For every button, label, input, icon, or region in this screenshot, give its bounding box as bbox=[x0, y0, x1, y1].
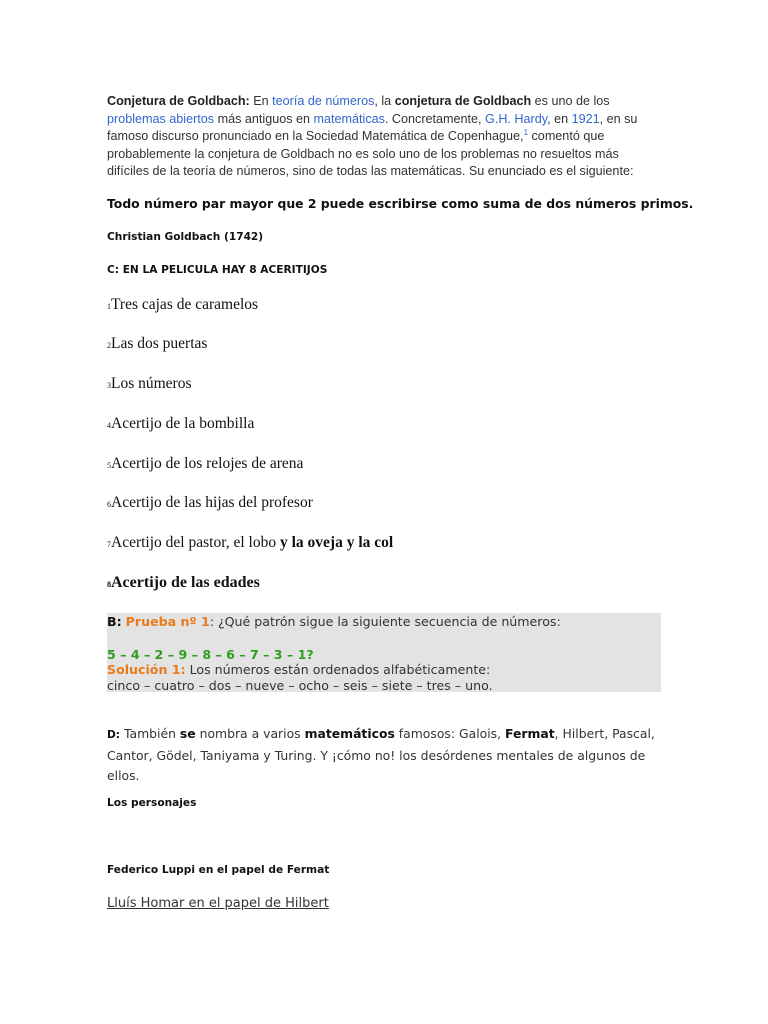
link-teoria-de-numeros[interactable]: teoría de números bbox=[272, 94, 375, 108]
intro-text: es uno de los bbox=[531, 94, 610, 108]
riddle-item bbox=[107, 455, 303, 473]
link-problemas-abiertos[interactable]: problemas abiertos bbox=[107, 111, 215, 126]
riddle-text: Acertijo de la bombilla bbox=[111, 415, 255, 432]
riddle-item bbox=[107, 494, 313, 512]
link-1921[interactable]: 1921 bbox=[571, 111, 600, 126]
riddle-item bbox=[107, 296, 258, 314]
paragraph-text: También bbox=[120, 726, 180, 741]
riddle-item bbox=[107, 534, 393, 552]
intro-text: , la bbox=[374, 94, 395, 108]
riddle-text: Acertijo de las edades bbox=[111, 574, 260, 591]
section-prefix: D: bbox=[107, 729, 121, 741]
paragraph-text: , Hilbert, Pascal, Cantor, Gödel, Taniyama y Turing. Y ¡cómo no! los desórdenes mentales de algunos de ellos. bbox=[107, 726, 655, 783]
author-line: Christian Goldbach (1742) bbox=[107, 231, 264, 243]
riddle-number: 7 bbox=[107, 540, 111, 549]
prueba-box bbox=[107, 613, 661, 692]
intro-text: más antiguos en bbox=[214, 111, 314, 126]
riddle-text-bold: y la oveja y la col bbox=[279, 534, 394, 551]
intro-text: . Concretamente, bbox=[384, 111, 486, 126]
cast-federico-luppi: Federico Luppi en el papel de Fermat bbox=[107, 864, 330, 876]
prueba-question: : ¿Qué patrón sigue la siguiente secuencia de números: bbox=[209, 614, 561, 629]
intro-heading: Conjetura de Goldbach: bbox=[107, 94, 250, 108]
characters-heading: Los personajes bbox=[107, 797, 197, 809]
riddle-text: Las dos puertas bbox=[111, 335, 208, 352]
riddle-item bbox=[107, 375, 192, 393]
riddle-number: 2 bbox=[107, 341, 111, 350]
riddles-title: C: EN LA PELICULA HAY 8 ACERITIJOS bbox=[107, 264, 328, 276]
paragraph-bold: matemáticos bbox=[304, 726, 395, 741]
prueba-line bbox=[107, 614, 561, 629]
riddle-number: 3 bbox=[107, 381, 111, 390]
link-hardy[interactable]: G.H. Hardy bbox=[485, 111, 548, 126]
footnote-ref[interactable]: 1 bbox=[523, 128, 529, 137]
riddle-text: Tres cajas de caramelos bbox=[111, 296, 259, 313]
intro-text: comentó que probablemente la conjetura de Goldbach no es solo uno de los problemas no resueltos más difíciles de la teoría de números, sino de todas las matemáticas. Su enunciado es el siguiente: bbox=[107, 129, 634, 179]
riddle-number: 8 bbox=[107, 580, 111, 589]
paragraph-bold: Fermat bbox=[505, 726, 555, 741]
paragraph-text: nombra a varios bbox=[195, 726, 305, 741]
goldbach-statement: Todo número par mayor que 2 puede escribirse como suma de dos números primos. bbox=[107, 196, 694, 211]
goldbach-intro-paragraph bbox=[107, 93, 659, 181]
riddle-number: 6 bbox=[107, 500, 111, 509]
riddle-number: 5 bbox=[107, 461, 111, 470]
riddle-item bbox=[107, 574, 260, 592]
solucion-text: Los números están ordenados alfabéticamente: bbox=[185, 662, 491, 677]
intro-text: , en su famoso discurso pronunciado en la Sociedad Matemática de Copenhague, bbox=[107, 111, 638, 144]
prueba-label: Prueba nº 1 bbox=[125, 614, 210, 629]
paragraph-bold: se bbox=[179, 726, 196, 741]
section-prefix: B: bbox=[107, 614, 122, 629]
link-matematicas[interactable]: matemáticas bbox=[313, 111, 385, 126]
riddle-item bbox=[107, 335, 207, 353]
bold-conjetura: conjetura de Goldbach bbox=[394, 94, 532, 108]
intro-text: En bbox=[249, 94, 273, 108]
paragraph-text: famosos: Galois, bbox=[394, 726, 505, 741]
intro-text: , en bbox=[547, 111, 572, 126]
riddle-text: Acertijo de los relojes de arena bbox=[111, 455, 304, 472]
riddle-text: Acertijo de las hijas del profesor bbox=[111, 494, 313, 511]
riddle-text: Los números bbox=[111, 375, 192, 392]
mathematicians-paragraph bbox=[107, 724, 659, 787]
riddle-item bbox=[107, 415, 254, 433]
cast-lluis-homar-link[interactable]: Lluís Homar en el papel de Hilbert bbox=[107, 896, 329, 911]
number-sequence: 5 – 4 – 2 – 9 – 8 – 6 – 7 – 3 – 1? bbox=[107, 647, 314, 662]
solucion-label: Solución 1: bbox=[107, 662, 186, 677]
solucion-line bbox=[107, 662, 490, 677]
riddle-text: Acertijo del pastor, el lobo bbox=[111, 534, 280, 551]
riddle-number: 1 bbox=[107, 302, 111, 311]
riddle-number: 4 bbox=[107, 421, 111, 430]
solucion-list: cinco – cuatro – dos – nueve – ocho – seis – siete – tres – uno. bbox=[107, 678, 493, 693]
